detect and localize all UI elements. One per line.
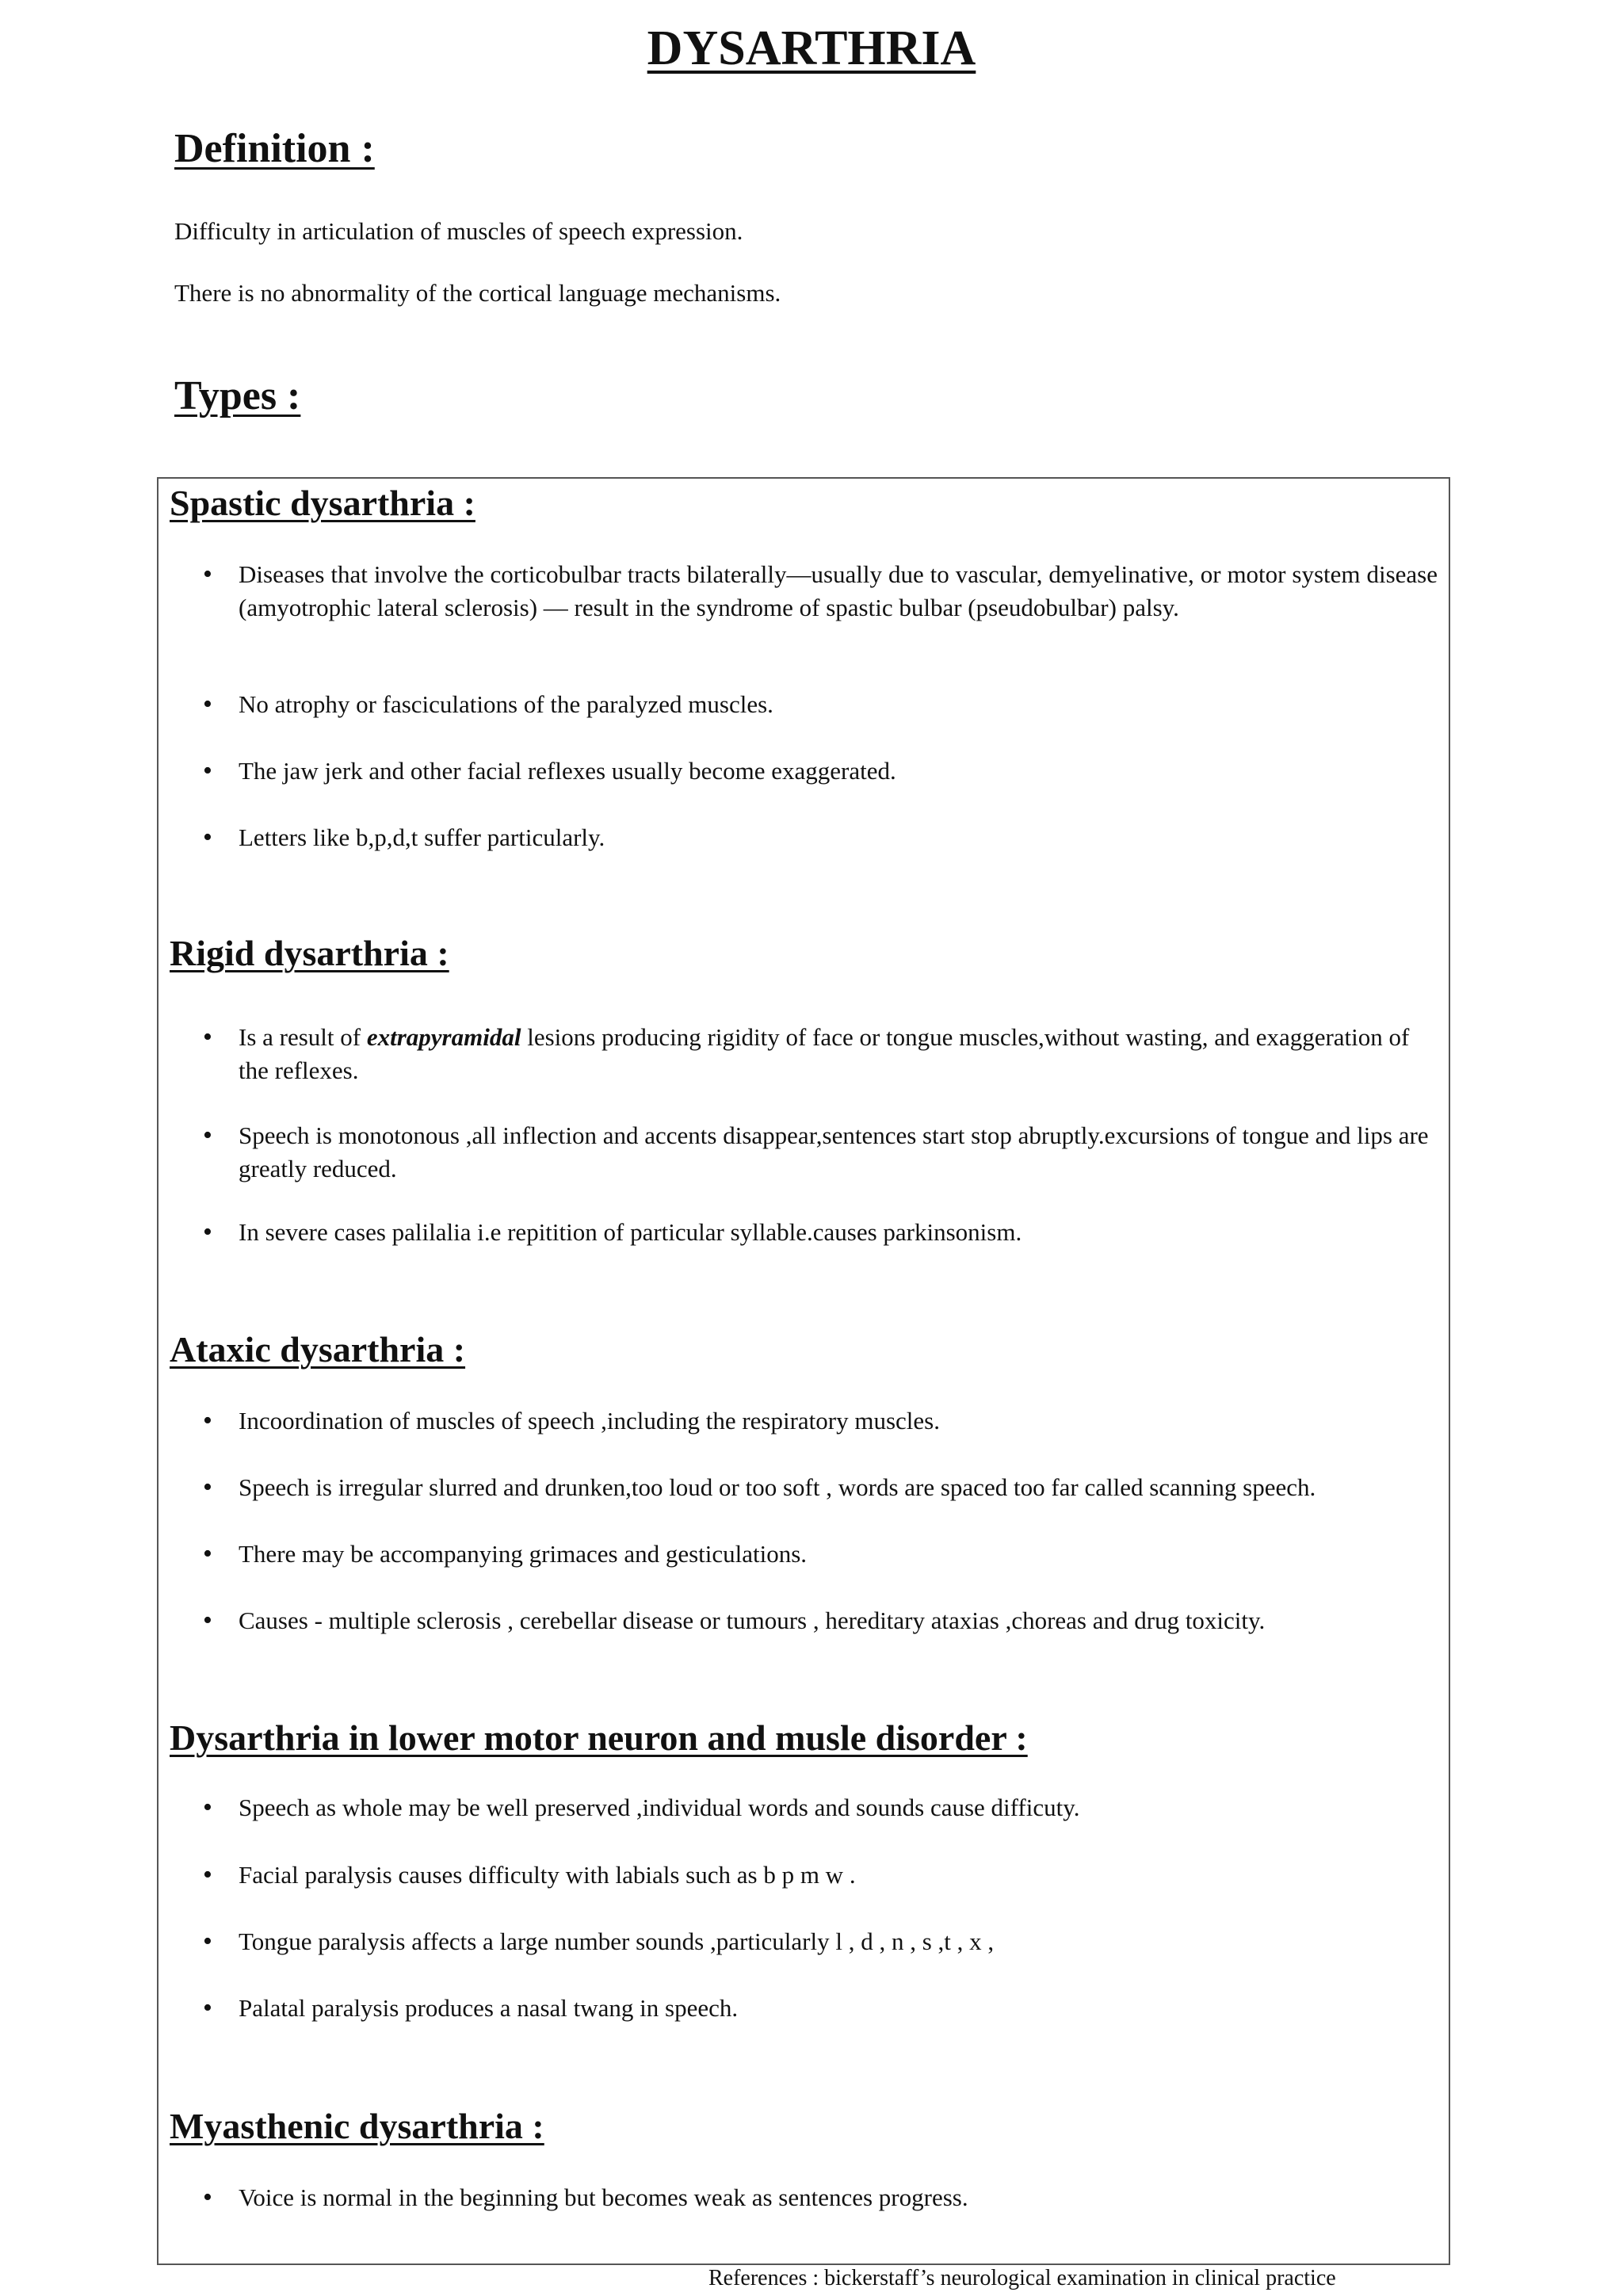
list-item: • In severe cases palilalia i.e repitition of particular syllable.causes parkinsonism.: [158, 1216, 1438, 1249]
definition-line-2: There is no abnormality of the cortical language mechanisms.: [174, 279, 781, 307]
list-item: • Tongue paralysis affects a large number sounds ,particularly l , d , n , s ,t , x ,: [158, 1925, 1438, 1958]
ataxic-heading: Ataxic dysarthria :: [170, 1329, 466, 1370]
list-item: • Voice is normal in the beginning but becomes weak as sentences progress.: [158, 2181, 1438, 2214]
types-heading: Types :: [174, 373, 301, 418]
list-item: • Incoordination of muscles of speech ,including the respiratory muscles.: [158, 1404, 1438, 1438]
list-item: • Speech is monotonous ,all inflection and accents disappear,sentences start stop abruptly.excursions of tongue and lips are greatly reduced.: [158, 1119, 1438, 1186]
list-item: • The jaw jerk and other facial reflexes usually become exaggerated.: [158, 755, 1438, 788]
list-item: • Causes - multiple sclerosis , cerebellar disease or tumours , hereditary ataxias ,choreas and drug toxicity.: [158, 1604, 1438, 1637]
definition-heading: Definition :: [174, 126, 375, 171]
emphasis-extrapyramidal: extrapyramidal: [366, 1023, 521, 1051]
lmn-heading: Dysarthria in lower motor neuron and musle disorder :: [170, 1717, 1028, 1758]
list-item: • Diseases that involve the corticobulbar tracts bilaterally—usually due to vascular, demyelinative, or motor system disease (amyotrophic lateral sclerosis) — result in the syndrome of spastic bulbar (pseudobulbar) palsy.: [158, 558, 1438, 625]
page-title: DYSARTHRIA: [647, 21, 976, 75]
list-item: • Palatal paralysis produces a nasal twang in speech.: [158, 1992, 1438, 2025]
list-item: • Letters like b,p,d,t suffer particularly.: [158, 821, 1438, 854]
definition-line-1: Difficulty in articulation of muscles of speech expression.: [174, 217, 743, 245]
types-box: [157, 477, 1450, 2265]
list-item: • There may be accompanying grimaces and gesticulations.: [158, 1538, 1438, 1571]
list-item: • Speech is irregular slurred and drunken,too loud or too soft , words are spaced too far called scanning speech.: [158, 1471, 1438, 1504]
list-item: • Speech as whole may be well preserved ,individual words and sounds cause difficuty.: [158, 1791, 1438, 1824]
rigid-heading: Rigid dysarthria :: [170, 933, 449, 973]
list-item: • Facial paralysis causes difficulty with labials such as b p m w .: [158, 1859, 1438, 1892]
reference-note: References : bickerstaff’s neurological examination in clinical practice: [708, 2266, 1336, 2290]
list-item: • No atrophy or fasciculations of the paralyzed muscles.: [158, 688, 1438, 721]
spastic-heading: Spastic dysarthria :: [170, 483, 475, 523]
list-item: • Is a result of extrapyramidal lesions producing rigidity of face or tongue muscles,without wasting, and exaggeration of the reflexes.: [158, 1021, 1438, 1087]
myasthenic-heading: Myasthenic dysarthria :: [170, 2106, 544, 2146]
